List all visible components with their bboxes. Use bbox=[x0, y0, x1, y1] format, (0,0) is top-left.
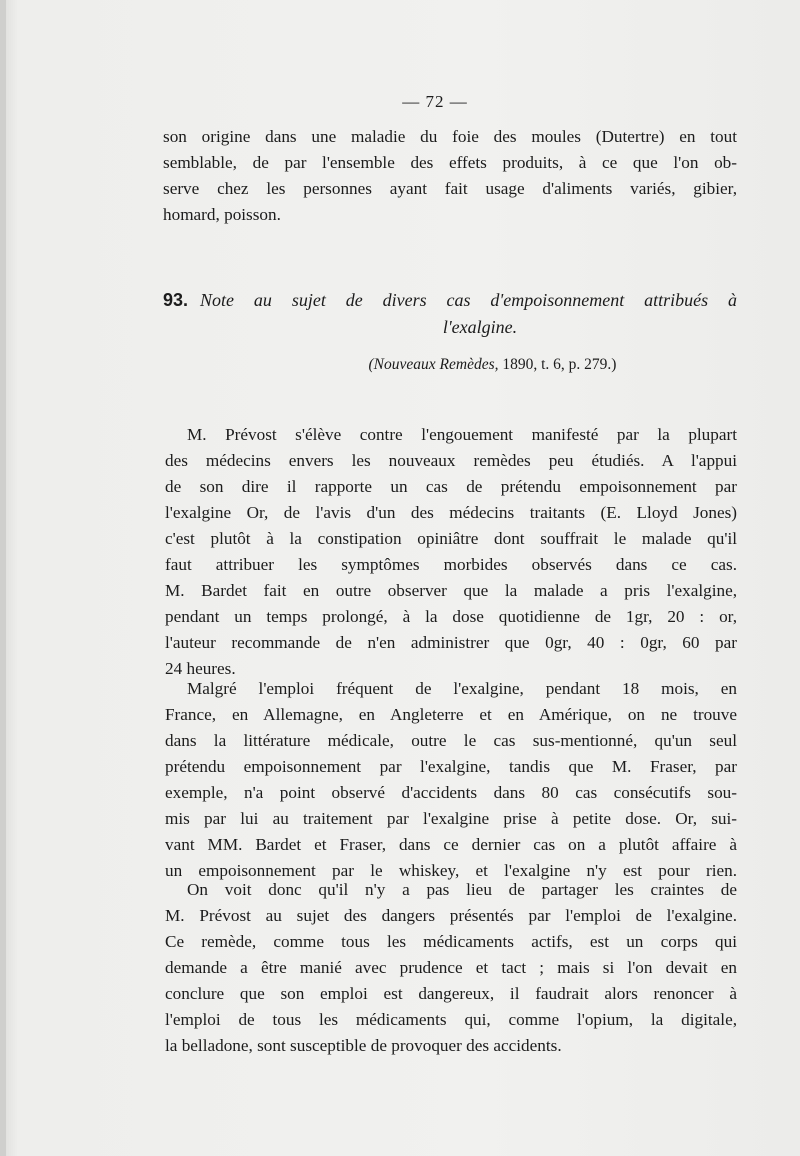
text-line: serve chez les personnes ayant fait usage d'aliments variés, gibier, bbox=[163, 179, 737, 198]
text-line: semblable, de par l'ensemble des effets produits, à ce que l'on ob- bbox=[163, 153, 737, 172]
text-line: On voit donc qu'il n'y a pas lieu de partager les craintes de bbox=[187, 880, 737, 899]
heading-line bbox=[163, 287, 737, 314]
continuation-paragraph bbox=[163, 124, 737, 228]
text-line: dans la littérature médicale, outre le cas sus-mentionné, qu'un seul bbox=[165, 731, 737, 750]
text-line: prétendu empoisonnement par l'exalgine, tandis que M. Fraser, par bbox=[165, 757, 737, 776]
text-line: M. Prévost s'élève contre l'engouement manifesté par la plupart bbox=[187, 425, 737, 444]
text-line: pendant un temps prolongé, à la dose quotidienne de 1gr, 20 : or, bbox=[165, 607, 737, 626]
text-line: de son dire il rapporte un cas de prétendu empoisonnement par bbox=[165, 477, 737, 496]
text-line: son origine dans une maladie du foie des moules (Dutertre) en tout bbox=[163, 127, 737, 146]
text-line: un empoisonnement par le whiskey, et l'exalgine n'y est pour rien. bbox=[165, 861, 737, 880]
source-details: 1890, t. 6, p. 279.) bbox=[502, 356, 617, 373]
text-line: c'est plutôt à la constipation opiniâtre dont souffrait le malade qu'il bbox=[165, 529, 737, 548]
text-line: mis par lui au traitement par l'exalgine prise à petite dose. Or, sui- bbox=[165, 809, 737, 828]
page-number: — 72 — bbox=[402, 92, 468, 111]
text-line: France, en Allemagne, en Angleterre et en Amérique, on ne trouve bbox=[165, 705, 737, 724]
text-line: faut attribuer les symptômes morbides observés dans ce cas. bbox=[165, 555, 737, 574]
section-title: Note au sujet de divers cas d'empoisonnement attribués à bbox=[200, 290, 737, 310]
section-number: 93. bbox=[163, 290, 189, 310]
paragraph bbox=[165, 422, 737, 682]
text-line: l'auteur recommande de n'en administrer que 0gr, 40 : 0gr, 60 par bbox=[165, 633, 737, 652]
text-line: M. Bardet fait en outre observer que la malade a pris l'exalgine, bbox=[165, 581, 737, 600]
text-line: demande a être manié avec prudence et tact ; mais si l'on devait en bbox=[165, 958, 737, 977]
source-journal: (Nouveaux Remèdes, bbox=[368, 356, 499, 373]
text-line: l'exalgine Or, de l'avis d'un des médecins traitants (E. Lloyd Jones) bbox=[165, 503, 737, 522]
source-citation bbox=[163, 356, 737, 374]
text-line: M. Prévost au sujet des dangers présentés par l'emploi de l'exalgine. bbox=[165, 906, 737, 925]
paragraph bbox=[165, 676, 737, 884]
text-line: Malgré l'emploi fréquent de l'exalgine, pendant 18 mois, en bbox=[187, 679, 737, 698]
section-title-continued: l'exalgine. bbox=[442, 317, 518, 337]
page-edge-shadow bbox=[0, 0, 6, 1156]
text-line: exemple, n'a point observé d'accidents dans 80 cas consécutifs sou- bbox=[165, 783, 737, 802]
text-line: Ce remède, comme tous les médicaments actifs, est un corps qui bbox=[165, 932, 737, 951]
text-line: conclure que son emploi est dangereux, il faudrait alors renoncer à bbox=[165, 984, 737, 1003]
text-line: homard, poisson. bbox=[163, 205, 281, 224]
section-heading bbox=[163, 287, 737, 341]
text-line: des médecins envers les nouveaux remèdes peu étudiés. A l'appui bbox=[165, 451, 737, 470]
text-line: l'emploi de tous les médicaments qui, comme l'opium, la digitale, bbox=[165, 1010, 737, 1029]
text-line: la belladone, sont susceptible de provoquer des accidents. bbox=[165, 1036, 562, 1055]
text-line: 24 heures. bbox=[165, 659, 236, 678]
paragraph bbox=[165, 877, 737, 1059]
text-line: vant MM. Bardet et Fraser, dans ce dernier cas on a plutôt affaire à bbox=[165, 835, 737, 854]
